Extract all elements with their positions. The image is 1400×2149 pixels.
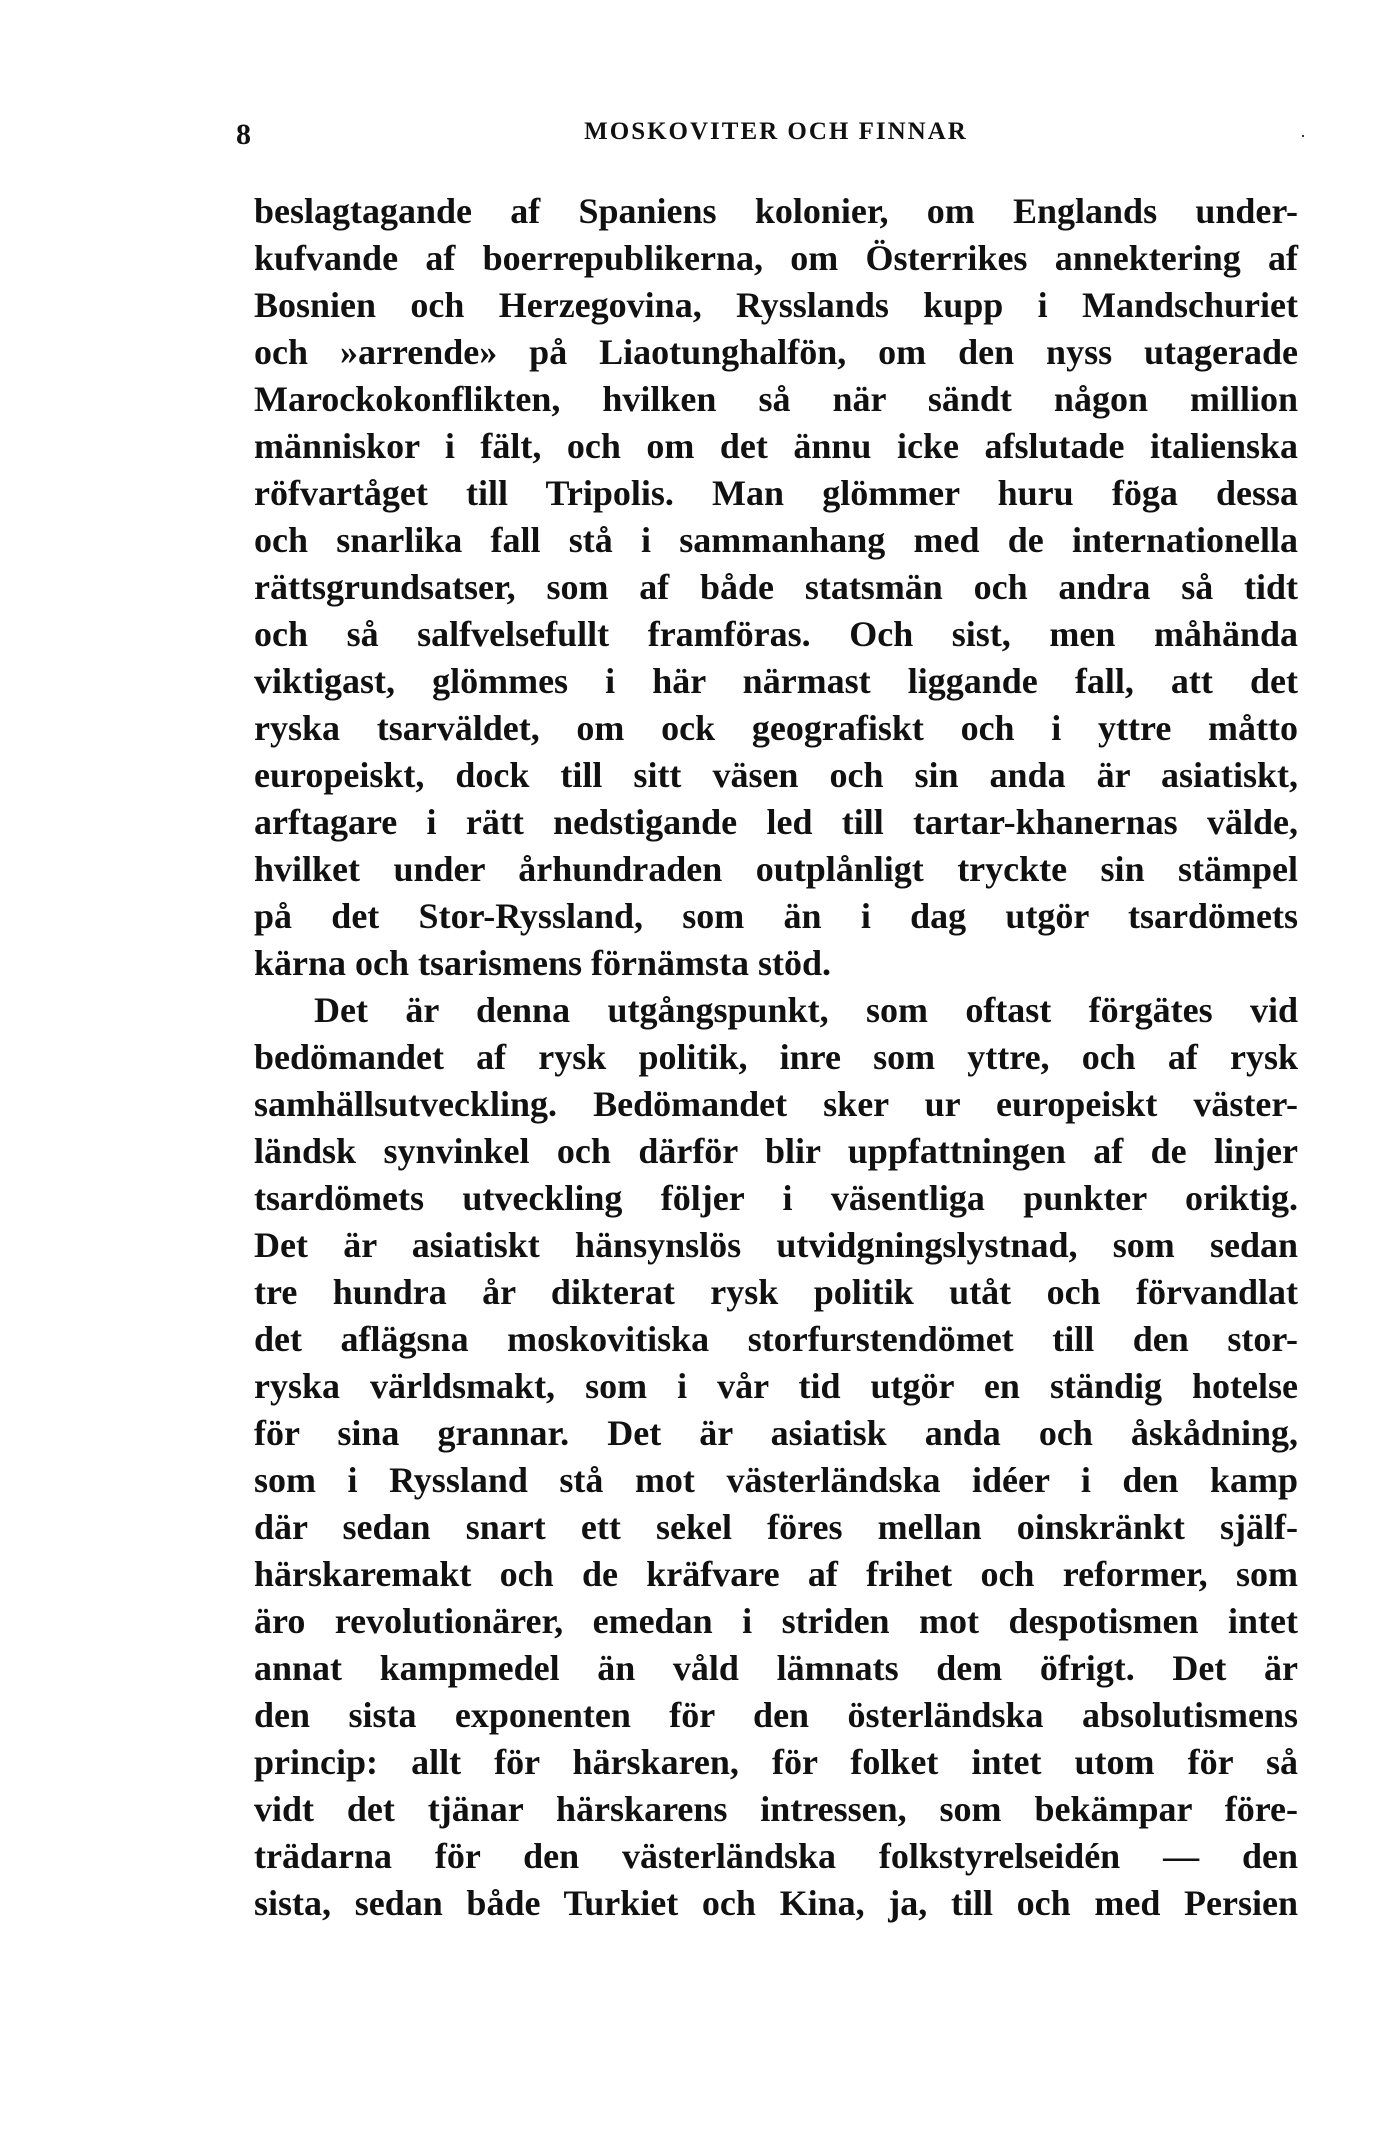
- text-line: ländsk synvinkel och därför blir uppfattningen af de linjer: [254, 1131, 1298, 1171]
- text-line: som i Ryssland stå mot västerländska idéer i den kamp: [254, 1460, 1298, 1500]
- text-line: och så salfvelsefullt framföras. Och sist, men måhända: [254, 614, 1298, 654]
- text-line: det aflägsna moskovitiska storfurstendömet till den stor-: [254, 1319, 1298, 1359]
- text-line: sista, sedan både Turkiet och Kina, ja, till och med Persien: [254, 1883, 1298, 1923]
- text-line: trädarna för den västerländska folkstyrelseidén — den: [254, 1836, 1298, 1876]
- text-line: annat kampmedel än våld lämnats dem öfrigt. Det är: [254, 1648, 1298, 1688]
- text-line: rättsgrundsatser, som af både statsmän och andra så tidt: [254, 567, 1298, 607]
- page-header: [236, 118, 1316, 158]
- header-mark: ·: [1300, 126, 1306, 146]
- paragraph: [254, 987, 1298, 1927]
- text-line: tsardömets utveckling följer i väsentliga punkter oriktig.: [254, 1178, 1298, 1218]
- text-line: människor i fält, och om det ännu icke afslutade italienska: [254, 426, 1298, 466]
- text-line: beslagtagande af Spaniens kolonier, om Englands under-: [254, 191, 1298, 231]
- running-title: MOSKOVITER OCH FINNAR: [584, 118, 968, 145]
- text-line: bedömandet af rysk politik, inre som yttre, och af rysk: [254, 1037, 1298, 1077]
- text-line: där sedan snart ett sekel föres mellan oinskränkt själf-: [254, 1507, 1298, 1547]
- text-line: hvilket under århundraden outplånligt tryckte sin stämpel: [254, 849, 1298, 889]
- text-line: på det Stor-Ryssland, som än i dag utgör tsardömets: [254, 896, 1298, 936]
- body-text: [254, 188, 1298, 1927]
- text-line: vidt det tjänar härskarens intressen, som bekämpar före-: [254, 1789, 1298, 1829]
- text-line: ryska tsarväldet, om ock geografiskt och i yttre måtto: [254, 708, 1298, 748]
- text-line: den sista exponenten för den österländska absolutismens: [254, 1695, 1298, 1735]
- paragraph: [254, 188, 1298, 987]
- text-line: tre hundra år dikterat rysk politik utåt och förvandlat: [254, 1272, 1298, 1312]
- text-line: europeiskt, dock till sitt väsen och sin anda är asiatiskt,: [254, 755, 1298, 795]
- text-line: Bosnien och Herzegovina, Rysslands kupp i Mandschuriet: [254, 285, 1298, 325]
- text-line: kufvande af boerrepublikerna, om Österrikes annektering af: [254, 238, 1298, 278]
- text-line: kärna och tsarismens förnämsta stöd.: [254, 943, 832, 983]
- text-line: Det är denna utgångspunkt, som oftast förgätes vid: [314, 990, 1298, 1030]
- text-line: Marockokonflikten, hvilken så när sändt någon million: [254, 379, 1298, 419]
- text-line: ryska världsmakt, som i vår tid utgör en ständig hotelse: [254, 1366, 1298, 1406]
- page-number: 8: [236, 118, 251, 151]
- text-line: samhällsutveckling. Bedömandet sker ur europeiskt väster-: [254, 1084, 1298, 1124]
- text-line: arftagare i rätt nedstigande led till tartar-khanernas välde,: [254, 802, 1298, 842]
- text-line: röfvartåget till Tripolis. Man glömmer huru föga dessa: [254, 473, 1298, 513]
- text-line: viktigast, glömmes i här närmast liggande fall, att det: [254, 661, 1298, 701]
- text-line: och »arrende» på Liaotunghalfön, om den nyss utagerade: [254, 332, 1298, 372]
- text-line: äro revolutionärer, emedan i striden mot despotismen intet: [254, 1601, 1298, 1641]
- text-line: härskaremakt och de kräfvare af frihet och reformer, som: [254, 1554, 1298, 1594]
- text-line: Det är asiatiskt hänsynslös utvidgningslystnad, som sedan: [254, 1225, 1298, 1265]
- text-line: och snarlika fall stå i sammanhang med de internationella: [254, 520, 1298, 560]
- text-line: för sina grannar. Det är asiatisk anda och åskådning,: [254, 1413, 1298, 1453]
- text-line: princip: allt för härskaren, för folket intet utom för så: [254, 1742, 1298, 1782]
